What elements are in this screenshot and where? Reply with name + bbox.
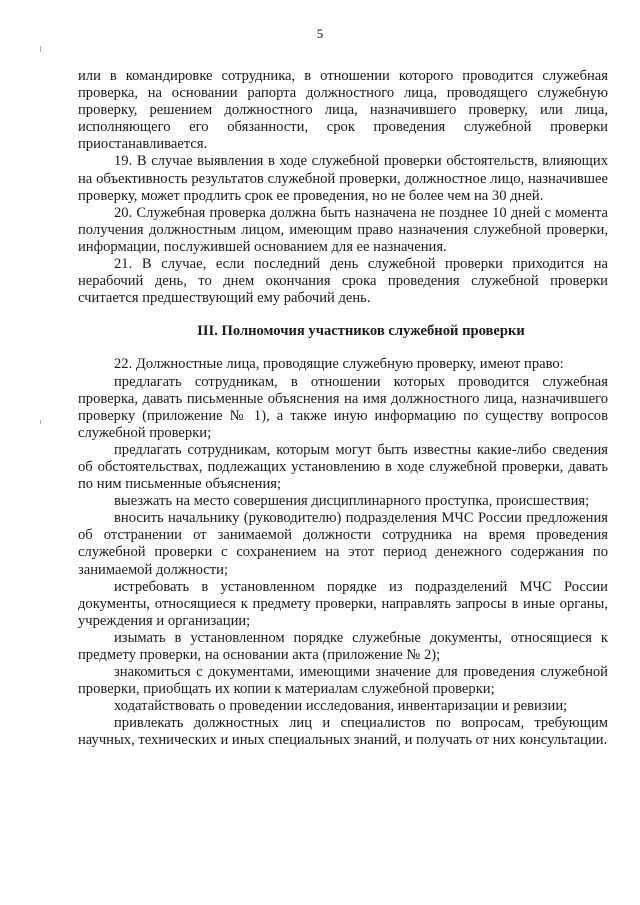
paragraph-19: 19. В случае выявления в ходе служебной проверки обстоятельств, влияющих на объективность результатов служебной проверки, должностное лицо, назначившее проверку, может продлить срок ее проведения, но не более чем на 30 дней. bbox=[78, 153, 608, 204]
right-item-2: предлагать сотрудникам, которым могут быть известны какие-либо сведения об обстоятельствах, подлежащих установлению в ходе служебной проверки, давать по ним письменные объяснения; bbox=[78, 441, 608, 493]
right-item-9: привлекать должностных лиц и специалистов по вопросам, требующим научных, технических и иных специальных знаний, и получать от них консультации. bbox=[78, 715, 608, 749]
right-item-8: ходатайствовать о проведении исследования, инвентаризации и ревизии; bbox=[114, 698, 568, 715]
paragraph-22: 22. Должностные лица, проводящие служебную проверку, имеют право: bbox=[114, 356, 564, 373]
right-item-1: предлагать сотрудникам, в отношении которых проводится служебная проверка, давать письменные объяснения на имя должностного лица, назначившего проверку (приложение № 1), а также иную информацию по существу вопросов служебной проверки; bbox=[78, 373, 608, 441]
right-item-3: выезжать на место совершения дисциплинарного проступка, происшествия; bbox=[114, 493, 590, 510]
right-item-6: изымать в установленном порядке служебные документы, относящиеся к предмету проверки, на основании акта (приложение № 2); bbox=[78, 629, 608, 663]
page-number: 5 bbox=[316, 26, 324, 41]
scan-margin-mark-mid bbox=[40, 420, 41, 424]
document-body bbox=[78, 68, 608, 750]
right-item-5: истребовать в установленном порядке из подразделений МЧС России документы, относящиеся к предмету проверки, направлять запросы в иные органы, учреждения и организации; bbox=[78, 578, 608, 629]
scan-margin-mark-top bbox=[40, 46, 41, 52]
right-item-7: знакомиться с документами, имеющими значение для проведения служебной проверки, приобщать их копии к материалам служебной проверки; bbox=[78, 664, 608, 698]
paragraph-continuation: или в командировке сотрудника, в отношении которого проводится служебная проверка, на основании рапорта должностного лица, проводящего служебную проверку, решением должностного лица, назначившего проверку, или лица, исполняющего его обязанности, срок проведения служебной проверки приостанавливается. bbox=[78, 68, 608, 153]
paragraph-20: 20. Служебная проверка должна быть назначена не позднее 10 дней с момента получения должностным лицом, имеющим право назначения служебной проверки, информации, послужившей основанием для ее назначения. bbox=[78, 204, 608, 255]
section-heading: III. Полномочия участников служебной проверки bbox=[197, 323, 525, 340]
paragraph-21: 21. В случае, если последний день служебной проверки приходится на нерабочий день, то днем окончания срока проведения служебной проверки считается предшествующий ему рабочий день. bbox=[78, 256, 608, 307]
right-item-4: вносить начальнику (руководителю) подразделения МЧС России предложения об отстранении от занимаемой должности сотрудника на время проведения служебной проверки с сохранением на этот период денежного содержания по занимаемой должности; bbox=[78, 510, 608, 578]
